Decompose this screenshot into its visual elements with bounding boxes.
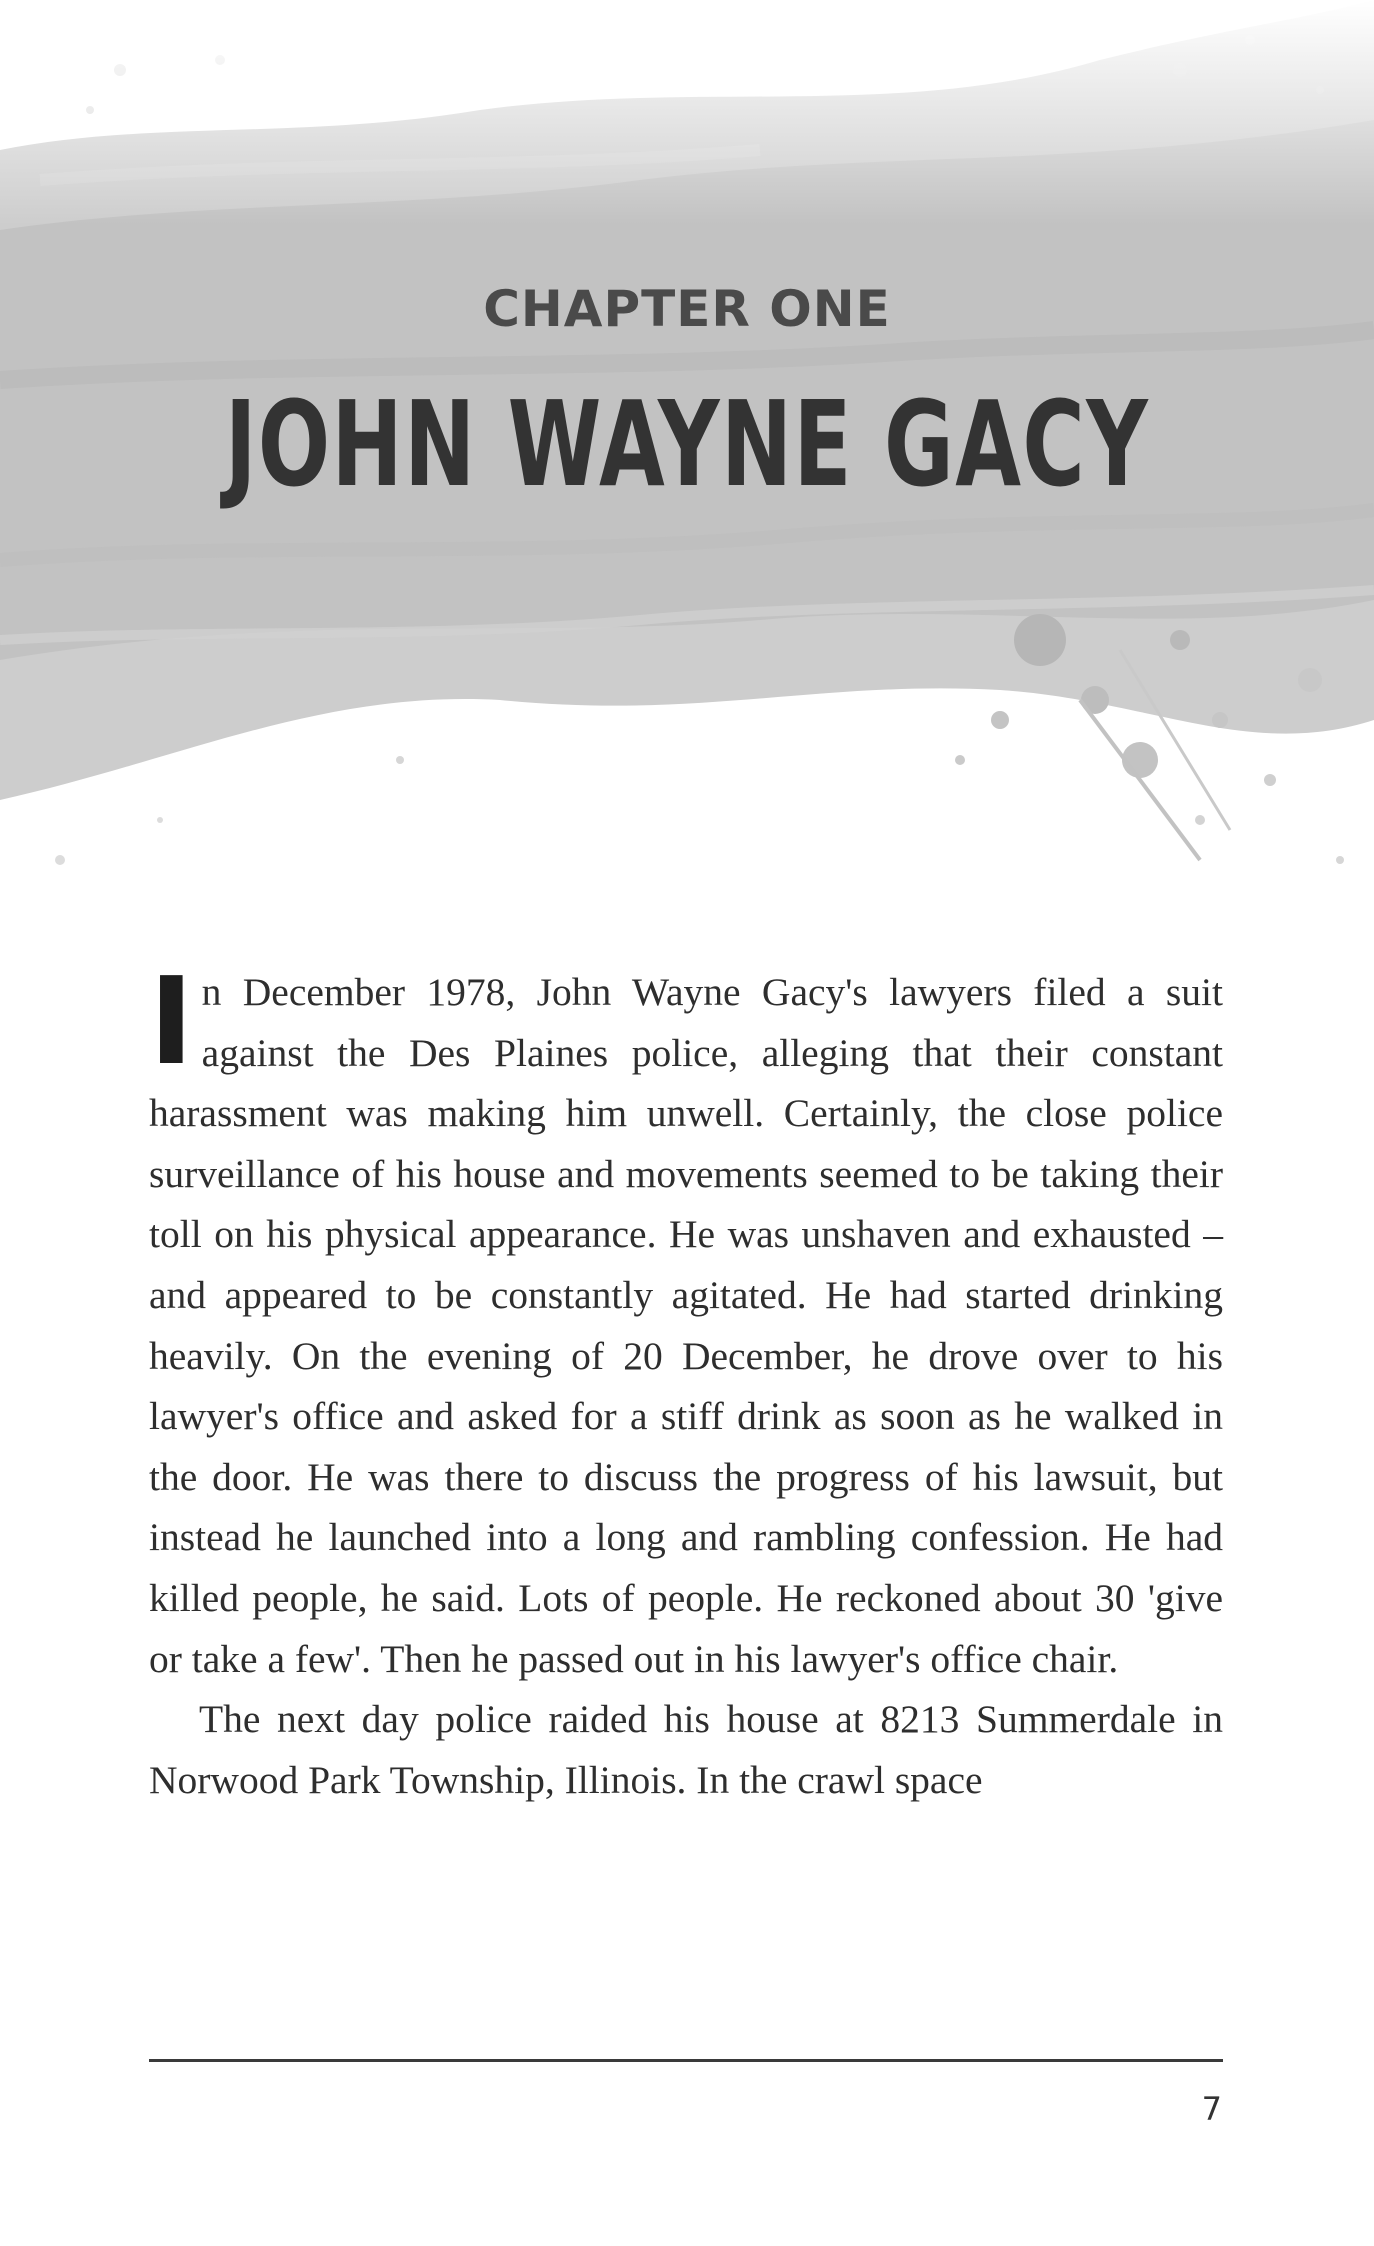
drop-cap: I [149, 953, 194, 1092]
paragraph-2: The next day police raided his house at 8213 Summerdale in Norwood Park Township, Illinois. In the crawl space [149, 1697, 1223, 1802]
paragraph-1 [149, 953, 1223, 1689]
paragraph-1-text: n December 1978, John Wayne Gacy's lawyers filed a suit against the Des Plaines police, alleging that their constant harassment was making him unwell. Certainly, the close police surveillance of his house and movements seemed to be taking their toll on his physical appearance. He was unshaven and exhausted – and appeared to be constantly agitated. He had started drinking heavily. On the evening of 20 December, he drove over to his lawyer's office and asked for a stiff drink as soon as he walked in the door. He was there to discuss the progress of his lawsuit, but instead he launched into a long and rambling confession. He had killed people, he said. Lots of people. He reckoned about 30 'give or take a few'. Then he passed out in his lawyer's office chair. [149, 970, 1223, 1681]
chapter-title: JOHN WAYNE GACY [224, 375, 1150, 513]
footer-rule [149, 2059, 1223, 2062]
chapter-label: CHAPTER ONE [483, 280, 891, 338]
page-number: 7 [1201, 2090, 1222, 2128]
body-text [149, 953, 1223, 1810]
